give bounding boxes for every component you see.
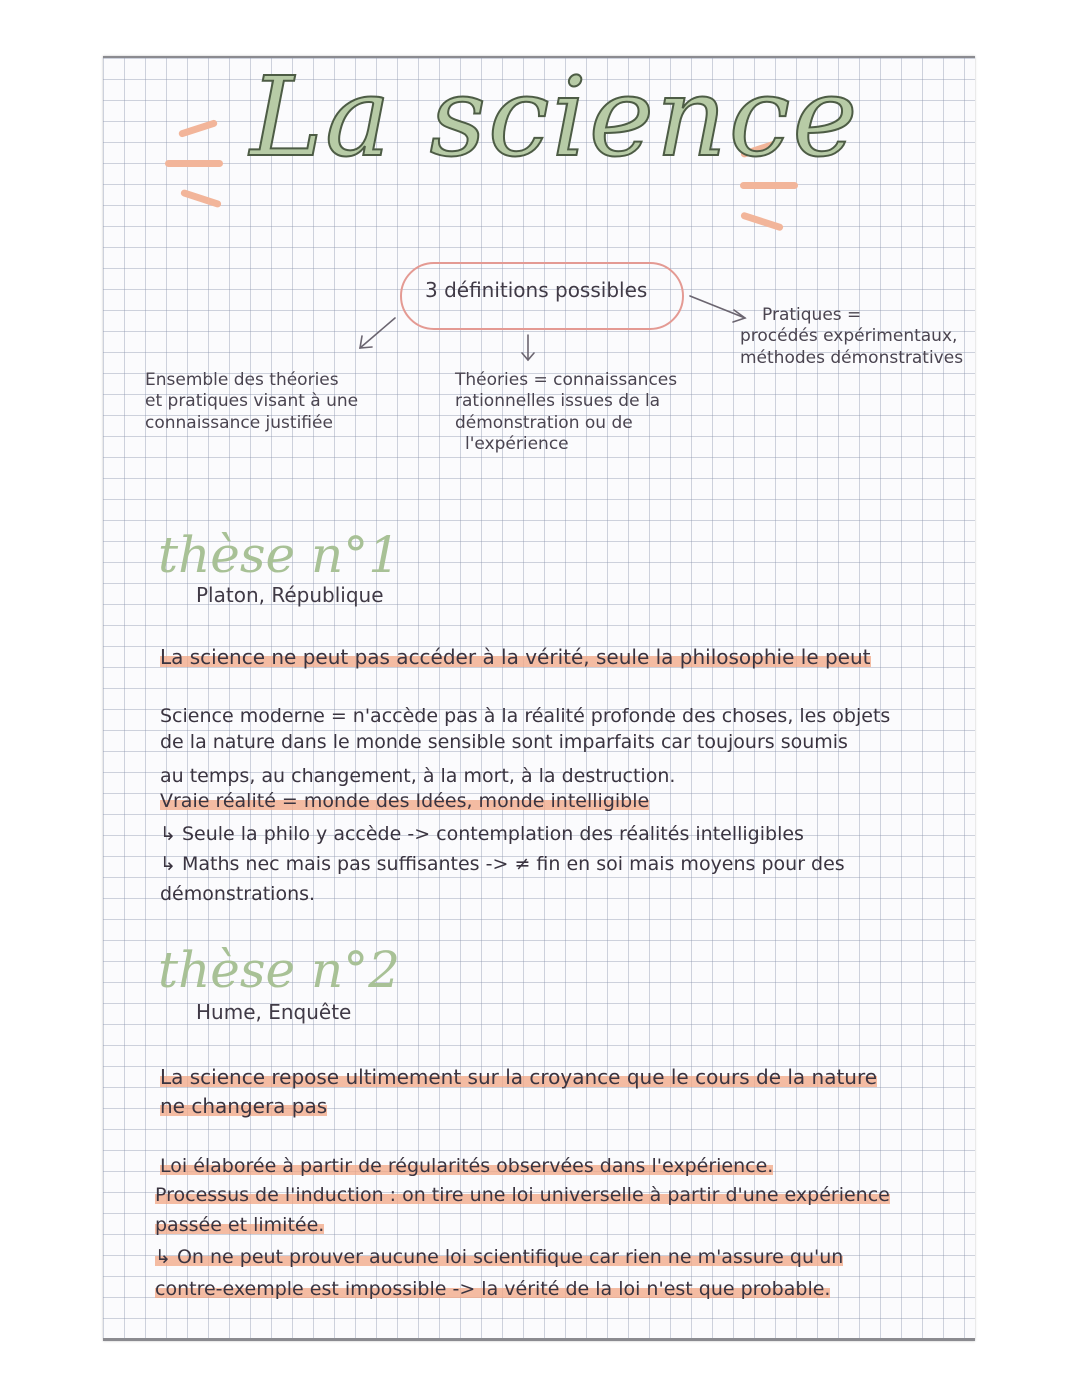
thesis-1-line-4: Vraie réalité = monde des Idées, monde intelligible [160, 790, 650, 812]
thesis-1-source: Platon, République [196, 583, 384, 607]
page-title: La science [250, 53, 860, 181]
thesis-1-line-2: de la nature dans le monde sensible sont imparfaits car toujours soumis [160, 731, 848, 753]
definitions-label: 3 définitions possibles [425, 278, 648, 302]
definition-left: Ensemble des théories et pratiques visant à une connaissance justifiée [145, 370, 359, 433]
thesis-1-line-3: au temps, au changement, à la mort, à la destruction. [160, 765, 676, 787]
thesis-2-claim-1: La science repose ultimement sur la croyance que le cours de la nature [160, 1065, 878, 1089]
thesis-1-line-1: Science moderne = n'accède pas à la réalité profonde des choses, les objets [160, 705, 891, 727]
thesis-2-line-2: Processus de l'induction : on tire une loi universelle à partir d'une expérience [155, 1184, 890, 1206]
thesis-1-line-5: ↳ Seule la philo y accède -> contemplation des réalités intelligibles [160, 823, 804, 845]
definition-right: Pratiques = procédés expérimentaux, méthodes démonstratives [740, 305, 964, 368]
thesis-2-claim-2: ne changera pas [160, 1094, 328, 1118]
thesis-2-line-5: contre-exemple est impossible -> la vérité de la loi n'est que probable. [155, 1278, 831, 1300]
thesis-2-line-4: ↳ On ne peut prouver aucune loi scientifique car rien ne m'assure qu'un [155, 1246, 844, 1268]
thesis-2-line-3: passée et limitée. [155, 1214, 325, 1236]
thesis-1-line-7: démonstrations. [160, 883, 316, 905]
thesis-1-claim: La science ne peut pas accéder à la vérité, seule la philosophie le peut [160, 645, 871, 669]
thesis-2-heading: thèse n°2 [158, 941, 401, 999]
definition-middle: Théories = connaissances rationnelles issues de la démonstration ou de l'expérience [455, 370, 678, 454]
thesis-2-source: Hume, Enquête [196, 1000, 352, 1024]
thesis-1-heading: thèse n°1 [158, 526, 401, 584]
thesis-2-line-1: Loi élaborée à partir de régularités observées dans l'expérience. [160, 1155, 774, 1177]
thesis-1-line-6: ↳ Maths nec mais pas suffisantes -> ≠ fin en soi mais moyens pour des [160, 853, 845, 875]
